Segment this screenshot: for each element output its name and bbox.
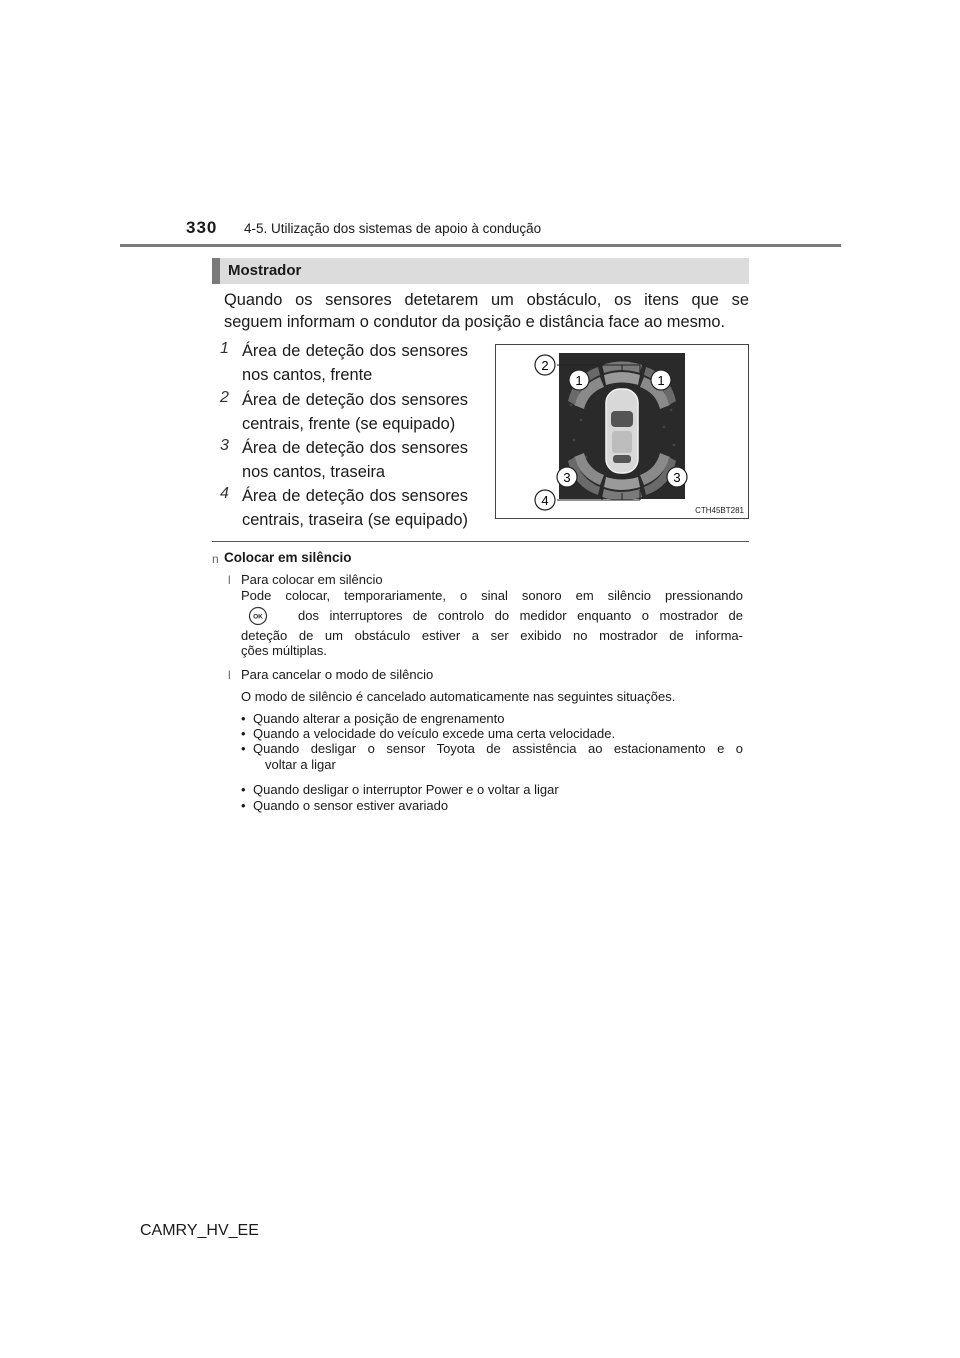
ok-button-icon [248, 606, 268, 626]
item-1 [242, 339, 468, 387]
item-3-line-1: Área de deteção dos sensores [242, 439, 468, 457]
callout-1-right: 1 [657, 373, 665, 388]
item-2-line-2: centrais, frente (se equipado) [242, 415, 456, 433]
diagram-svg [496, 345, 748, 518]
intro-paragraph [224, 289, 749, 333]
item-1-line-2: nos cantos, frente [242, 366, 373, 384]
item-4-line-1: Área de deteção dos sensores [242, 487, 468, 505]
item-4-line-2: centrais, traseira (se equipado) [242, 511, 468, 529]
mute-line-3: deteção de um obstáculo estiver a ser exibido no mostrador de informa- [241, 628, 743, 643]
item-2-line-1: Área de deteção dos sensores [242, 391, 468, 409]
bullet-dot-5: • [241, 798, 246, 813]
cancel-intro: O modo de silêncio é cancelado automaticamente nas seguintes situações. [241, 689, 676, 704]
bullet-5: Quando o sensor estiver avariado [253, 798, 449, 813]
item-4 [242, 484, 468, 532]
bullet-dot-4: • [241, 782, 246, 797]
item-number-1: 1 [220, 340, 229, 357]
mute-heading: Para colocar em silêncio [241, 572, 383, 587]
chapter-title: 4-5. Utilização dos sistemas de apoio à condução [244, 221, 542, 236]
item-number-3: 3 [220, 437, 229, 454]
callout-3-right: 3 [673, 470, 681, 485]
item-number-4: 4 [220, 485, 229, 502]
page-number: 330 [186, 218, 218, 237]
callout-2-front: 2 [541, 358, 549, 373]
note-marker: n [212, 552, 219, 566]
car-icon [606, 389, 638, 473]
footer-model-code: CAMRY_HV_EE [140, 1222, 259, 1239]
bullet-2: Quando a velocidade do veículo excede uma certa velocidade. [253, 726, 616, 741]
header-rule [120, 244, 841, 247]
intro-line-2: seguem informam o condutor da posição e distância face ao mesmo. [224, 313, 726, 331]
diagram-code: CTH45BT281 [695, 506, 744, 515]
item-3-line-2: nos cantos, traseira [242, 463, 386, 481]
bullet-3-continuation: voltar a ligar [265, 757, 336, 772]
item-1-line-1: Área de deteção dos sensores [242, 342, 468, 360]
callout-1-left: 1 [575, 373, 583, 388]
section-title: Mostrador [228, 262, 302, 279]
bullet-dot-1: • [241, 711, 246, 726]
sub-marker-mute: l [228, 573, 231, 587]
parking-sensor-diagram [495, 344, 749, 519]
ok-switch-svg [248, 606, 268, 626]
cancel-heading: Para cancelar o modo de silêncio [241, 667, 434, 682]
note-title: Colocar em silêncio [224, 550, 352, 565]
ok-label: OK [253, 613, 263, 621]
intro-line-1: Quando os sensores detetarem um obstáculo, os itens que se [224, 291, 749, 309]
sub-marker-cancel: l [228, 668, 231, 682]
bullet-dot-2: • [241, 726, 246, 741]
bullet-4: Quando desligar o interruptor Power e o voltar a ligar [253, 782, 559, 797]
item-3 [242, 436, 468, 484]
bullet-dot-3: • [241, 741, 246, 756]
mute-line-1: Pode colocar, temporariamente, o sinal sonoro em silêncio pressionando [241, 588, 743, 603]
bullet-3: Quando desligar o sensor Toyota de assistência ao estacionamento e o [253, 741, 743, 756]
callout-3-left: 3 [563, 470, 571, 485]
callout-4-rear: 4 [541, 493, 549, 508]
mute-line-4: ções múltiplas. [241, 643, 327, 658]
item-2 [242, 388, 468, 436]
bullet-1: Quando alterar a posição de engrenamento [253, 711, 505, 726]
item-number-2: 2 [220, 389, 229, 406]
mute-line-2: dos interruptores de controlo do medidor enquanto o mostrador de [298, 608, 743, 623]
section-divider [212, 541, 749, 542]
